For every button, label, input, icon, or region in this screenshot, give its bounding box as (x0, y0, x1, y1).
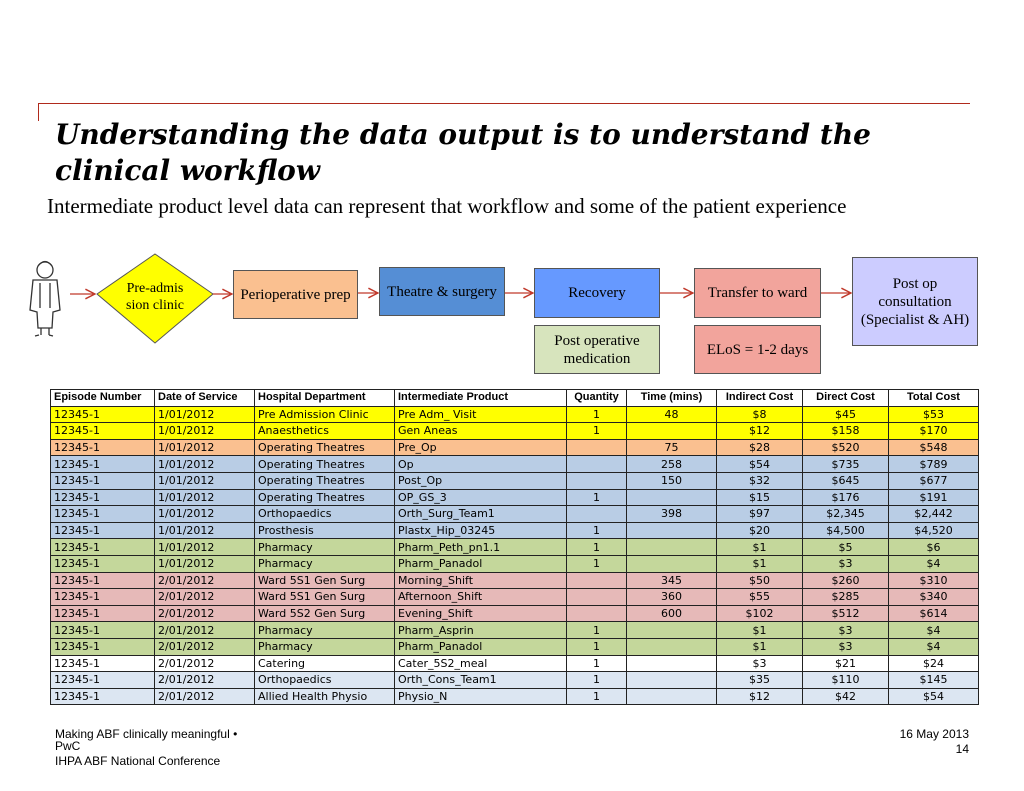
table-cell: 1 (567, 423, 627, 440)
table-cell: $512 (803, 605, 889, 622)
table-cell: 12345-1 (51, 522, 155, 539)
table-cell (627, 555, 717, 572)
table-cell: $24 (889, 655, 979, 672)
table-cell: 1 (567, 539, 627, 556)
header-total-cost: Total Cost (889, 390, 979, 407)
table-row (51, 539, 979, 556)
table-cell (567, 605, 627, 622)
table-cell: $53 (889, 406, 979, 423)
table-cell: 12345-1 (51, 688, 155, 705)
table-cell: 12345-1 (51, 589, 155, 606)
table-cell: Operating Theatres (255, 472, 395, 489)
table-cell: 2/01/2012 (155, 688, 255, 705)
footer-conference: IHPA ABF National Conference (55, 754, 221, 768)
table-cell: 1 (567, 522, 627, 539)
table-cell: Afternoon_Shift (395, 589, 567, 606)
table-cell: Pharmacy (255, 638, 395, 655)
table-cell (627, 489, 717, 506)
table-cell: $614 (889, 605, 979, 622)
table-cell: Ward 5S1 Gen Surg (255, 589, 395, 606)
table-cell: 1/01/2012 (155, 472, 255, 489)
header-date-of-service: Date of Service (155, 390, 255, 407)
table-header-row (51, 390, 979, 407)
table-cell: 398 (627, 506, 717, 523)
table-cell: $4,520 (889, 522, 979, 539)
header-rule (38, 103, 970, 104)
table-cell: 600 (627, 605, 717, 622)
table-cell: $21 (803, 655, 889, 672)
table-cell: $42 (803, 688, 889, 705)
footer-company: PwC (55, 739, 81, 753)
table-cell (567, 589, 627, 606)
pre-admission-label: Pre-admis sion clinic (126, 281, 184, 313)
table-cell: Pharmacy (255, 539, 395, 556)
slide-title: Understanding the data output is to understand the clinical workflow (55, 118, 871, 187)
table-cell: $158 (803, 423, 889, 440)
table-cell: $6 (889, 539, 979, 556)
table-cell: 12345-1 (51, 539, 155, 556)
table-cell: Cater_5S2_meal (395, 655, 567, 672)
table-cell: $28 (717, 439, 803, 456)
slide-subtitle: Intermediate product level data can represent that workflow and some of the patient experience (47, 194, 847, 218)
table-cell: Operating Theatres (255, 456, 395, 473)
footer-title: Making ABF clinically meaningful • (55, 727, 238, 741)
table-cell: Pharmacy (255, 622, 395, 639)
table-cell (627, 638, 717, 655)
table-cell (567, 439, 627, 456)
table-cell: 12345-1 (51, 406, 155, 423)
perioperative-prep-box: Perioperative prep (233, 270, 358, 319)
table-cell: $645 (803, 472, 889, 489)
patient-figure-icon (30, 262, 60, 337)
table-cell: 1 (567, 688, 627, 705)
table-cell: 75 (627, 439, 717, 456)
table-cell: 48 (627, 406, 717, 423)
table-cell: 1/01/2012 (155, 539, 255, 556)
table-cell: $3 (803, 622, 889, 639)
table-cell: $12 (717, 423, 803, 440)
table-cell: 2/01/2012 (155, 622, 255, 639)
table-cell: $1 (717, 555, 803, 572)
workflow-diagram (0, 250, 1024, 380)
table-cell: Orth_Cons_Team1 (395, 672, 567, 689)
episode-cost-table (50, 389, 979, 705)
table-cell: 2/01/2012 (155, 672, 255, 689)
table-cell: 12345-1 (51, 423, 155, 440)
table-cell: $310 (889, 572, 979, 589)
recovery-box: Recovery (534, 268, 660, 318)
table-cell: 2/01/2012 (155, 572, 255, 589)
table-row (51, 472, 979, 489)
table-row (51, 672, 979, 689)
table-cell: 12345-1 (51, 622, 155, 639)
table-cell: 1/01/2012 (155, 423, 255, 440)
table-cell: $260 (803, 572, 889, 589)
table-cell: 1/01/2012 (155, 506, 255, 523)
table-cell: $677 (889, 472, 979, 489)
table-cell: 1 (567, 622, 627, 639)
table-cell: $32 (717, 472, 803, 489)
table-cell: 258 (627, 456, 717, 473)
table-row (51, 572, 979, 589)
table-cell: $735 (803, 456, 889, 473)
table-row (51, 456, 979, 473)
table-cell: 12345-1 (51, 672, 155, 689)
footer-left (55, 726, 315, 769)
table-row (51, 423, 979, 440)
table-cell: Pre Adm_ Visit (395, 406, 567, 423)
table-cell (627, 423, 717, 440)
table-cell (627, 539, 717, 556)
table-cell: Ward 5S1 Gen Surg (255, 572, 395, 589)
table-cell: 1 (567, 489, 627, 506)
table-cell: Catering (255, 655, 395, 672)
table-cell: 345 (627, 572, 717, 589)
table-cell: Evening_Shift (395, 605, 567, 622)
table-cell: $145 (889, 672, 979, 689)
table-cell: 1/01/2012 (155, 406, 255, 423)
table-cell: 12345-1 (51, 506, 155, 523)
table-cell: Orthopaedics (255, 672, 395, 689)
table-cell: Morning_Shift (395, 572, 567, 589)
table-cell: 12345-1 (51, 655, 155, 672)
transfer-to-ward-box: Transfer to ward (694, 268, 821, 318)
table-cell: 12345-1 (51, 489, 155, 506)
table-row (51, 489, 979, 506)
post-operative-medication-box: Post operative medication (534, 325, 660, 374)
table-row (51, 622, 979, 639)
table-cell: 1/01/2012 (155, 489, 255, 506)
table-row (51, 589, 979, 606)
table-cell: $2,345 (803, 506, 889, 523)
table-cell: $520 (803, 439, 889, 456)
table-body (51, 406, 979, 705)
table-cell: Pharm_Panadol (395, 555, 567, 572)
table-cell: $97 (717, 506, 803, 523)
table-cell: Plastx_Hip_03245 (395, 522, 567, 539)
header-rule-tick (38, 103, 39, 121)
table-cell: Orth_Surg_Team1 (395, 506, 567, 523)
table-cell: Operating Theatres (255, 439, 395, 456)
table-cell: $20 (717, 522, 803, 539)
table-cell: 2/01/2012 (155, 605, 255, 622)
table-row (51, 522, 979, 539)
table-cell: Op (395, 456, 567, 473)
table-cell: Prosthesis (255, 522, 395, 539)
table-cell: 360 (627, 589, 717, 606)
elos-box: ELoS = 1-2 days (694, 325, 821, 374)
table-cell: 12345-1 (51, 555, 155, 572)
table-cell: Ward 5S2 Gen Surg (255, 605, 395, 622)
table-cell: 12345-1 (51, 456, 155, 473)
table-cell: $55 (717, 589, 803, 606)
table-row (51, 605, 979, 622)
header-indirect-cost: Indirect Cost (717, 390, 803, 407)
table-cell: Pre Admission Clinic (255, 406, 395, 423)
table-cell: $789 (889, 456, 979, 473)
table-cell: $176 (803, 489, 889, 506)
table-row (51, 506, 979, 523)
footer-right (830, 726, 969, 757)
table-cell: $45 (803, 406, 889, 423)
header-hospital-department: Hospital Department (255, 390, 395, 407)
table-cell: $285 (803, 589, 889, 606)
table-cell: $54 (889, 688, 979, 705)
table-cell: $4 (889, 622, 979, 639)
table-cell: 2/01/2012 (155, 589, 255, 606)
table-cell: Gen Aneas (395, 423, 567, 440)
table-cell: 1 (567, 638, 627, 655)
table-cell: 1 (567, 555, 627, 572)
table-cell: Orthopaedics (255, 506, 395, 523)
table-cell: 1/01/2012 (155, 456, 255, 473)
table-cell: 12345-1 (51, 638, 155, 655)
table-cell: $1 (717, 638, 803, 655)
header-time-mins: Time (mins) (627, 390, 717, 407)
table-row (51, 638, 979, 655)
header-intermediate-product: Intermediate Product (395, 390, 567, 407)
table-row (51, 406, 979, 423)
table-cell: 1 (567, 655, 627, 672)
table-cell: 2/01/2012 (155, 638, 255, 655)
table-cell: Pharm_Panadol (395, 638, 567, 655)
table-cell: $4 (889, 638, 979, 655)
table-cell: Allied Health Physio (255, 688, 395, 705)
table-cell: $191 (889, 489, 979, 506)
table-cell: $3 (803, 638, 889, 655)
table-cell: $15 (717, 489, 803, 506)
table-cell: 1/01/2012 (155, 555, 255, 572)
table-cell: Post_Op (395, 472, 567, 489)
table-row (51, 655, 979, 672)
table-cell: 12345-1 (51, 605, 155, 622)
table-cell: $8 (717, 406, 803, 423)
table-cell: Pharm_Asprin (395, 622, 567, 639)
table-row (51, 688, 979, 705)
table-row (51, 439, 979, 456)
episode-cost-table-wrapper (50, 389, 979, 705)
table-cell (567, 506, 627, 523)
table-cell: 1 (567, 672, 627, 689)
table-cell: 12345-1 (51, 572, 155, 589)
table-cell: $4 (889, 555, 979, 572)
table-cell (627, 655, 717, 672)
table-cell: $12 (717, 688, 803, 705)
table-cell (567, 456, 627, 473)
table-cell: 1/01/2012 (155, 439, 255, 456)
table-cell: Pre_Op (395, 439, 567, 456)
table-cell: $110 (803, 672, 889, 689)
table-cell: Anaesthetics (255, 423, 395, 440)
table-cell: $548 (889, 439, 979, 456)
table-cell: Pharmacy (255, 555, 395, 572)
table-cell: $4,500 (803, 522, 889, 539)
table-cell: $1 (717, 539, 803, 556)
table-cell: Physio_N (395, 688, 567, 705)
post-op-consultation-box: Post op consultation (Specialist & AH) (852, 257, 978, 346)
table-cell: $340 (889, 589, 979, 606)
table-cell: 12345-1 (51, 472, 155, 489)
header-direct-cost: Direct Cost (803, 390, 889, 407)
table-cell (627, 622, 717, 639)
table-cell: OP_GS_3 (395, 489, 567, 506)
table-cell: $3 (717, 655, 803, 672)
table-cell (627, 688, 717, 705)
table-cell: $3 (803, 555, 889, 572)
table-cell: $5 (803, 539, 889, 556)
table-cell (627, 672, 717, 689)
table-cell: 2/01/2012 (155, 655, 255, 672)
header-quantity: Quantity (567, 390, 627, 407)
table-cell: 12345-1 (51, 439, 155, 456)
table-cell: $50 (717, 572, 803, 589)
footer-page-number: 14 (955, 742, 969, 756)
table-cell: $102 (717, 605, 803, 622)
table-cell (567, 472, 627, 489)
table-cell: 1/01/2012 (155, 522, 255, 539)
table-row (51, 555, 979, 572)
table-cell: $1 (717, 622, 803, 639)
table-cell: $170 (889, 423, 979, 440)
table-cell: Pharm_Peth_pn1.1 (395, 539, 567, 556)
table-cell: $35 (717, 672, 803, 689)
header-episode-number: Episode Number (51, 390, 155, 407)
table-cell (567, 572, 627, 589)
table-cell (627, 522, 717, 539)
theatre-surgery-box: Theatre & surgery (379, 267, 505, 316)
table-cell: Operating Theatres (255, 489, 395, 506)
table-cell: $2,442 (889, 506, 979, 523)
table-cell: 1 (567, 406, 627, 423)
table-cell: 150 (627, 472, 717, 489)
table-cell: $54 (717, 456, 803, 473)
footer-date: 16 May 2013 (899, 727, 969, 741)
